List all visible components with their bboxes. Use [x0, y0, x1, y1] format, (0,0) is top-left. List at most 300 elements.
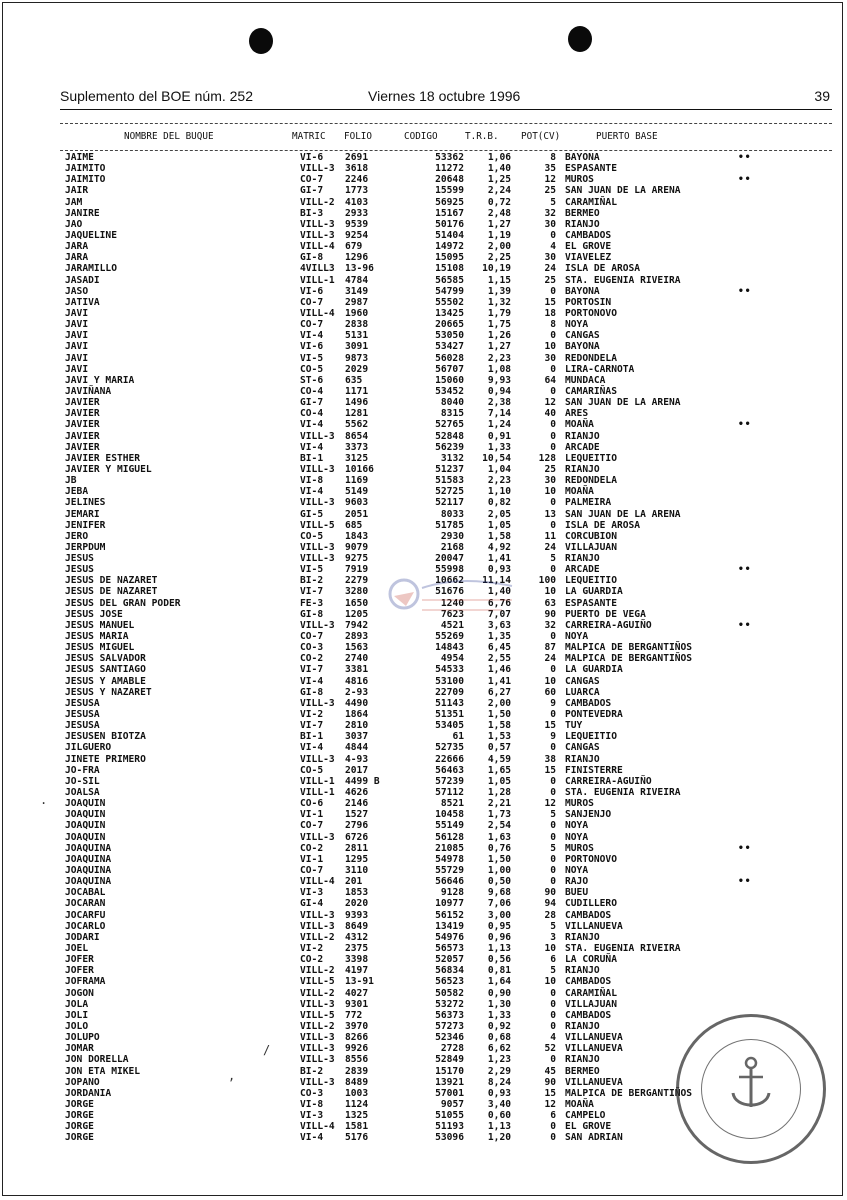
puerto-base: CAMBADOS	[565, 697, 612, 709]
trb-value: 1,05	[487, 519, 511, 531]
puerto-base: BERMEO	[565, 207, 600, 219]
table-row	[0, 921, 847, 932]
puerto-base: RIANJO	[565, 218, 600, 230]
table-row	[0, 876, 847, 887]
pot-value: 25	[544, 274, 556, 286]
pot-value: 25	[544, 185, 556, 197]
folio: 1960	[345, 307, 369, 319]
puerto-base: CANGAS	[565, 330, 600, 342]
codigo: 9128	[440, 887, 464, 899]
folio: 2838	[345, 319, 369, 331]
codigo: 52848	[435, 430, 464, 442]
trb-value: 1,63	[487, 831, 511, 843]
puerto-base: PORTONOVO	[565, 307, 617, 319]
trb-value: 2,38	[487, 397, 511, 409]
vessel-name: JOAQUIN	[65, 831, 106, 843]
column-header-puerto: PUERTO BASE	[596, 131, 658, 142]
codigo: 13425	[435, 307, 464, 319]
folio: 3970	[345, 1020, 369, 1032]
folio: 10166	[345, 463, 374, 475]
matricula: CO-5	[300, 530, 324, 542]
vessel-name: JESUS DE NAZARET	[65, 586, 158, 598]
folio: 2279	[345, 575, 369, 587]
matricula: VI-2	[300, 942, 324, 954]
vessel-name: JORGE	[65, 1110, 94, 1122]
trb-value: 2,00	[487, 241, 511, 253]
puerto-base: ARCADE	[565, 441, 600, 453]
pot-value: 0	[550, 441, 556, 453]
codigo: 22709	[435, 686, 464, 698]
matricula: VILL-2	[300, 196, 335, 208]
codigo: 2728	[440, 1043, 464, 1055]
puerto-base: VILLANUEVA	[565, 920, 623, 932]
page-header	[60, 88, 830, 108]
folio: 679	[345, 241, 363, 253]
vessel-name: JAVI Y MARIA	[65, 374, 135, 386]
matricula: VI-1	[300, 853, 324, 865]
pot-value: 32	[544, 619, 556, 631]
table-row	[0, 531, 847, 542]
pot-value: 0	[550, 876, 556, 888]
trb-value: 4,92	[487, 541, 511, 553]
vessel-name: JO-FRA	[65, 764, 100, 776]
puerto-base: MOAÑA	[565, 1098, 594, 1110]
matricula: VI-6	[300, 152, 324, 163]
vessel-name: JOCARLO	[65, 920, 106, 932]
vessel-name: JAQUELINE	[65, 229, 117, 241]
matricula: VILL-4	[300, 1121, 335, 1133]
trb-value: 6,62	[487, 1043, 511, 1055]
trb-value: 0,91	[487, 430, 511, 442]
table-row	[0, 497, 847, 508]
vessel-name: JESUS SALVADOR	[65, 653, 146, 665]
punch-hole	[249, 28, 273, 54]
trb-value: 0,95	[487, 920, 511, 932]
trb-value: 6,45	[487, 642, 511, 654]
puerto-base: RAJO	[565, 876, 589, 888]
vessel-name: JAVIER	[65, 419, 100, 431]
table-row	[0, 776, 847, 787]
folio: 1581	[345, 1121, 369, 1133]
trb-value: 1,08	[487, 363, 511, 375]
matricula: VI-3	[300, 1110, 324, 1122]
puerto-base: MUROS	[565, 842, 594, 854]
row-marker: ••	[738, 842, 752, 854]
puerto-base: RIANJO	[565, 931, 600, 943]
table-row	[0, 230, 847, 241]
vessel-name: JOGON	[65, 987, 94, 999]
trb-value: 1,26	[487, 330, 511, 342]
folio: 2051	[345, 508, 369, 520]
folio: 4816	[345, 675, 369, 687]
matricula: VI-5	[300, 564, 324, 576]
vessel-name: JAVI	[65, 341, 89, 353]
table-row	[0, 820, 847, 831]
matricula: ST-6	[300, 374, 324, 386]
codigo: 8521	[440, 798, 464, 810]
pot-value: 6	[550, 954, 556, 966]
pot-value: 13	[544, 508, 556, 520]
puerto-base: CARREIRA-AGUIÑO	[565, 619, 652, 631]
anchor-icon	[729, 1055, 773, 1115]
puerto-base: MOAÑA	[565, 486, 594, 498]
folio: 3280	[345, 586, 369, 598]
matricula: VI-4	[300, 742, 324, 754]
pot-value: 10	[544, 486, 556, 498]
vessel-name: JAVIER	[65, 408, 100, 420]
matricula: VILL-3	[300, 1076, 335, 1088]
vessel-name: JESUSEN BIOTZA	[65, 731, 146, 743]
puerto-base: MUNDACA	[565, 374, 606, 386]
table-row	[0, 286, 847, 297]
pot-value: 0	[550, 709, 556, 721]
pot-value: 0	[550, 1121, 556, 1133]
dashed-rule	[60, 123, 832, 124]
matricula: CO-7	[300, 631, 324, 643]
puerto-base: VILLAJUAN	[565, 998, 617, 1010]
matricula: BI-3	[300, 207, 324, 219]
vessel-name: JESUS Y NAZARET	[65, 686, 152, 698]
table-row	[0, 754, 847, 765]
trb-value: 1,13	[487, 1121, 511, 1133]
pot-value: 90	[544, 608, 556, 620]
puerto-base: EL GROVE	[565, 241, 612, 253]
folio: 2893	[345, 631, 369, 643]
matricula: CO-4	[300, 408, 324, 420]
pot-value: 0	[550, 564, 556, 576]
codigo: 51676	[435, 586, 464, 598]
folio: 2146	[345, 798, 369, 810]
matricula: VILL-3	[300, 1043, 335, 1055]
puerto-base: LEQUEITIO	[565, 452, 617, 464]
puerto-base: NOYA	[565, 865, 589, 876]
puerto-base: STA. EUGENIA RIVEIRA	[565, 942, 681, 954]
vessel-name: JORDANIA	[65, 1087, 112, 1099]
trb-value: 1,04	[487, 463, 511, 475]
matricula: CO-7	[300, 820, 324, 832]
puerto-base: BAYONA	[565, 285, 600, 297]
puerto-base: CAMBADOS	[565, 976, 612, 988]
puerto-base: LUARCA	[565, 686, 600, 698]
vessel-name: JOMAR	[65, 1043, 94, 1055]
matricula: GI-8	[300, 608, 324, 620]
matricula: VILL-3	[300, 998, 335, 1010]
puerto-base: BAYONA	[565, 152, 600, 163]
folio: 4197	[345, 965, 369, 977]
pot-value: 24	[544, 541, 556, 553]
matricula: VILL-3	[300, 218, 335, 230]
pot-value: 0	[550, 987, 556, 999]
trb-value: 0,68	[487, 1032, 511, 1044]
vessel-name: JESUS	[65, 553, 94, 565]
folio: 2691	[345, 152, 369, 163]
table-row	[0, 731, 847, 742]
row-marker: ••	[738, 152, 752, 163]
pot-value: 5	[550, 196, 556, 208]
table-row	[0, 676, 847, 687]
matricula: VILL-3	[300, 920, 335, 932]
codigo: 56128	[435, 831, 464, 843]
vessel-name: JENIFER	[65, 519, 106, 531]
table-row	[0, 798, 847, 809]
matricula: VILL-1	[300, 787, 335, 799]
folio: 5149	[345, 486, 369, 498]
folio: 3037	[345, 731, 369, 743]
vessel-name: JESUS JOSE	[65, 608, 123, 620]
puerto-base: SANJENJO	[565, 809, 612, 821]
table-row	[0, 275, 847, 286]
vessel-name: JAVIER Y MIGUEL	[65, 463, 152, 475]
trb-value: 2,48	[487, 207, 511, 219]
codigo: 15108	[435, 263, 464, 275]
trb-value: 1,30	[487, 998, 511, 1010]
matricula: VILL-3	[300, 831, 335, 843]
pot-value: 0	[550, 631, 556, 643]
codigo: 10662	[435, 575, 464, 587]
pot-value: 35	[544, 163, 556, 175]
pot-value: 30	[544, 475, 556, 487]
pot-value: 24	[544, 263, 556, 275]
matricula: VI-1	[300, 809, 324, 821]
puerto-base: CAMBADOS	[565, 909, 612, 921]
matricula: VI-4	[300, 419, 324, 431]
folio: 1773	[345, 185, 369, 197]
codigo: 1240	[440, 597, 464, 609]
codigo: 56646	[435, 876, 464, 888]
vessel-name: JASO	[65, 285, 89, 297]
pot-value: 15	[544, 764, 556, 776]
folio: 1205	[345, 608, 369, 620]
codigo: 10977	[435, 898, 464, 910]
pot-value: 5	[550, 553, 556, 565]
matricula: VILL-1	[300, 775, 335, 787]
table-row	[0, 319, 847, 330]
vessel-name: JESUS MIGUEL	[65, 642, 135, 654]
puerto-base: SAN JUAN DE LA ARENA	[565, 397, 681, 409]
folio: 5131	[345, 330, 369, 342]
pen-mark: /	[263, 1043, 271, 1057]
puerto-base: LEQUEITIO	[565, 575, 617, 587]
codigo: 56573	[435, 942, 464, 954]
trb-value: 1,50	[487, 709, 511, 721]
codigo: 53272	[435, 998, 464, 1010]
trb-value: 1,58	[487, 530, 511, 542]
table-row	[0, 219, 847, 230]
puerto-base: VILLAJUAN	[565, 541, 617, 553]
pot-value: 0	[550, 519, 556, 531]
folio: 9275	[345, 553, 369, 565]
matricula: CO-2	[300, 954, 324, 966]
table-row	[0, 152, 847, 163]
trb-value: 9,93	[487, 374, 511, 386]
table-row	[0, 330, 847, 341]
folio: 7919	[345, 564, 369, 576]
vessel-name: JOAQUINA	[65, 876, 112, 888]
codigo: 3132	[440, 452, 464, 464]
trb-value: 1,00	[487, 865, 511, 876]
trb-value: 1,24	[487, 419, 511, 431]
trb-value: 1,20	[487, 1132, 511, 1144]
column-header-pot: POT(CV)	[521, 131, 561, 142]
trb-value: 0,82	[487, 497, 511, 509]
table-row	[0, 687, 847, 698]
puerto-base: NOYA	[565, 831, 589, 843]
folio: 3149	[345, 285, 369, 297]
folio: 5562	[345, 419, 369, 431]
dashed-rule	[60, 150, 832, 151]
puerto-base: CARAMIÑAL	[565, 987, 617, 999]
table-row	[0, 297, 847, 308]
matricula: VILL-4	[300, 241, 335, 253]
folio: 3091	[345, 341, 369, 353]
table-row	[0, 308, 847, 319]
codigo: 14972	[435, 241, 464, 253]
vessel-name: JAVI	[65, 352, 89, 364]
pot-value: 15	[544, 296, 556, 308]
puerto-base: MALPICA DE BERGANTIÑOS	[565, 1087, 693, 1099]
pot-value: 8	[550, 152, 556, 163]
pot-value: 9	[550, 697, 556, 709]
trb-value: 0,50	[487, 876, 511, 888]
codigo: 54533	[435, 664, 464, 676]
table-row	[0, 375, 847, 386]
codigo: 4521	[440, 619, 464, 631]
pot-value: 0	[550, 998, 556, 1010]
pot-value: 30	[544, 352, 556, 364]
folio: 1295	[345, 853, 369, 865]
vessel-name: JESUS Y AMABLE	[65, 675, 146, 687]
trb-value: 1,41	[487, 553, 511, 565]
folio: 1171	[345, 385, 369, 397]
trb-value: 1,64	[487, 976, 511, 988]
vessel-name: JON ETA MIKEL	[65, 1065, 141, 1077]
vessel-name: JELINES	[65, 497, 106, 509]
pot-value: 10	[544, 341, 556, 353]
trb-value: 1,13	[487, 942, 511, 954]
pot-value: 128	[538, 452, 556, 464]
puerto-base: SAN JUAN DE LA ARENA	[565, 508, 681, 520]
pot-value: 5	[550, 842, 556, 854]
folio: 1853	[345, 887, 369, 899]
vessel-name: JESUSA	[65, 697, 100, 709]
codigo: 51237	[435, 463, 464, 475]
matricula: VI-7	[300, 586, 324, 598]
trb-value: 1,10	[487, 486, 511, 498]
vessel-name: JORGE	[65, 1132, 94, 1144]
pot-value: 8	[550, 319, 556, 331]
official-stamp	[676, 1014, 826, 1164]
codigo: 53452	[435, 385, 464, 397]
puerto-base: MUROS	[565, 174, 594, 186]
pot-value: 28	[544, 909, 556, 921]
vessel-name: JARA	[65, 252, 89, 264]
row-marker: ••	[738, 876, 752, 888]
folio: 3110	[345, 865, 369, 876]
pot-value: 10	[544, 976, 556, 988]
vessel-name: JOAQUIN	[65, 820, 106, 832]
folio: 9079	[345, 541, 369, 553]
puerto-base: VILLANUEVA	[565, 1043, 623, 1055]
folio: 2839	[345, 1065, 369, 1077]
matricula: BI-1	[300, 731, 324, 743]
trb-value: 0,93	[487, 564, 511, 576]
table-row	[0, 664, 847, 675]
codigo: 15060	[435, 374, 464, 386]
matricula: CO-3	[300, 1087, 324, 1099]
matricula: VILL-3	[300, 541, 335, 553]
codigo: 52057	[435, 954, 464, 966]
pot-value: 0	[550, 820, 556, 832]
matricula: CO-3	[300, 642, 324, 654]
matricula: VILL-3	[300, 497, 335, 509]
folio: 1281	[345, 408, 369, 420]
matricula: VILL-5	[300, 1009, 335, 1021]
folio: 9254	[345, 229, 369, 241]
folio: 8556	[345, 1054, 369, 1066]
matricula: CO-2	[300, 842, 324, 854]
table-row	[0, 431, 847, 442]
trb-value: 1,73	[487, 809, 511, 821]
pot-value: 5	[550, 965, 556, 977]
table-row	[0, 653, 847, 664]
vessel-name: JOAQUINA	[65, 865, 112, 876]
matricula: VILL-1	[300, 274, 335, 286]
vessel-name: JAVI	[65, 330, 89, 342]
vessel-name: JOFER	[65, 954, 94, 966]
trb-value: 2,25	[487, 252, 511, 264]
table-row	[0, 208, 847, 219]
puerto-base: ESPASANTE	[565, 163, 617, 175]
pot-value: 0	[550, 419, 556, 431]
pot-value: 4	[550, 1032, 556, 1044]
table-row	[0, 832, 847, 843]
vessel-name: JANIRE	[65, 207, 100, 219]
codigo: 52117	[435, 497, 464, 509]
vessel-name: JESUS SANTIAGO	[65, 664, 146, 676]
trb-value: 1,41	[487, 675, 511, 687]
pot-value: 15	[544, 720, 556, 732]
trb-value: 0,94	[487, 385, 511, 397]
matricula: VI-4	[300, 675, 324, 687]
matricula: VILL-3	[300, 909, 335, 921]
folio: 9603	[345, 497, 369, 509]
vessel-name: JAIMITO	[65, 163, 106, 175]
trb-value: 2,00	[487, 697, 511, 709]
codigo: 50176	[435, 218, 464, 230]
pot-value: 0	[550, 229, 556, 241]
row-marker: ••	[738, 419, 752, 431]
trb-value: 1,40	[487, 586, 511, 598]
folio: 8489	[345, 1076, 369, 1088]
puerto-base: RIANJO	[565, 430, 600, 442]
vessel-name: JESUS MARIA	[65, 631, 129, 643]
trb-value: 10,54	[482, 452, 511, 464]
table-row	[0, 720, 847, 731]
table-row	[0, 910, 847, 921]
matricula: CO-4	[300, 385, 324, 397]
matricula: VI-7	[300, 720, 324, 732]
puerto-base: CAMBADOS	[565, 229, 612, 241]
vessel-name: JOFRAMA	[65, 976, 106, 988]
codigo: 15095	[435, 252, 464, 264]
matricula: CO-2	[300, 653, 324, 665]
vessel-name: JOAQUIN	[65, 809, 106, 821]
codigo: 8315	[440, 408, 464, 420]
codigo: 56523	[435, 976, 464, 988]
codigo: 56239	[435, 441, 464, 453]
codigo: 51193	[435, 1121, 464, 1133]
watermark-logo	[382, 566, 522, 626]
